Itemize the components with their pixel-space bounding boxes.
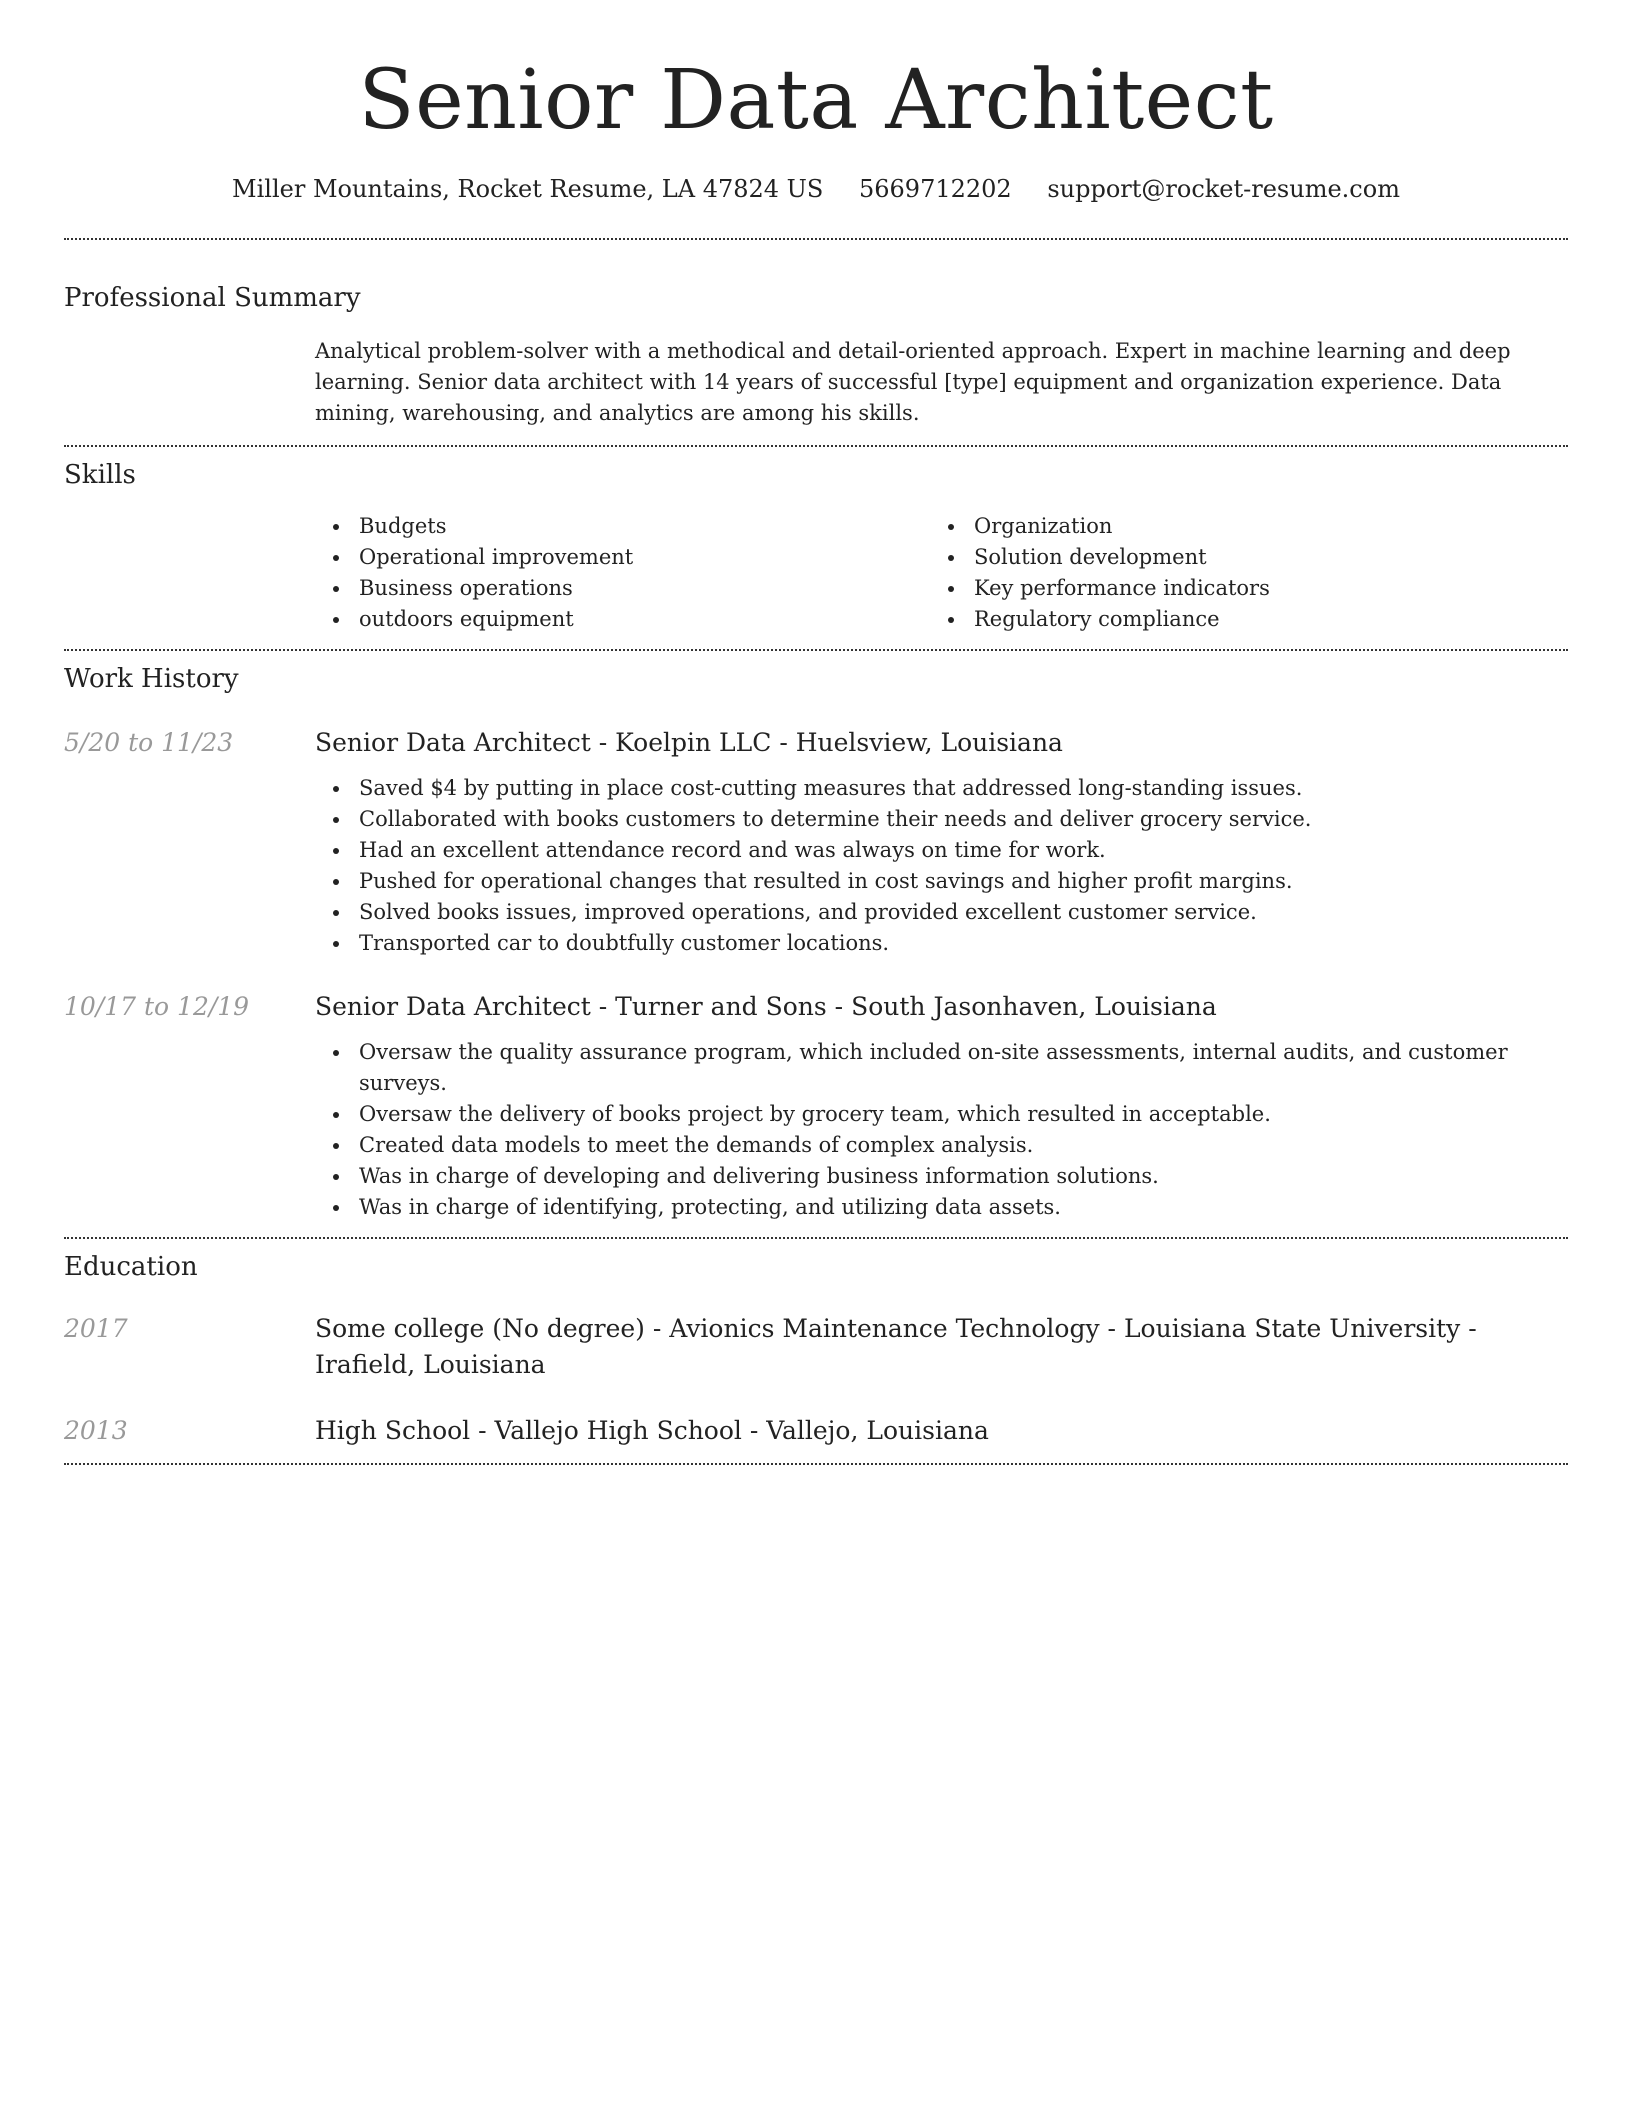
work-bullet: Was in charge of identifying, protecting, and utilizing data assets. [315,1192,1568,1223]
contact-line [64,172,1568,206]
section-title-summary: Professional Summary [64,283,361,313]
summary-text: Analytical problem-solver with a methodical and detail-oriented approach. Expert in machine learning and deep learning. Senior data architect with 14 years of successful [type] equipment and organization experience. Data mining, warehousing, and analytics are among his skills. [315,339,1511,425]
work-bullet: Created data models to meet the demands of complex analysis. [315,1130,1568,1161]
work-bullet: Oversaw the quality assurance program, which included on-site assessments, internal audits, and customer surveys. [315,1037,1568,1099]
work-bullet: Collaborated with books customers to determine their needs and deliver grocery service. [315,804,1568,835]
work-bullet: Was in charge of developing and delivering business information solutions. [315,1161,1568,1192]
education-details [315,1413,1568,1449]
work-bullet: Saved $4 by putting in place cost-cutting measures that addressed long-standing issues. [315,773,1568,804]
work-bullet: Had an excellent attendance record and was always on time for work. [315,835,1568,866]
skill-item: Business operations [315,573,930,604]
divider [64,649,1568,651]
education-date: 2013 [64,1416,128,1445]
skill-item: Operational improvement [315,542,930,573]
work-entry [64,989,1568,1237]
section-title-education: Education [64,1252,198,1282]
skill-item: Solution development [930,542,1545,573]
skill-item: Organization [930,511,1545,542]
education-entry [64,1311,1568,1383]
work-bullet: Pushed for operational changes that resulted in cost savings and higher profit margins. [315,866,1568,897]
work-date: 5/20 to 11/23 [64,728,234,757]
resume-name: Senior Data Architect [358,53,1274,148]
section-title-skills: Skills [64,460,136,490]
divider [64,1463,1568,1465]
skill-item: Regulatory compliance [930,604,1545,635]
education-date: 2017 [64,1314,128,1343]
divider [64,445,1568,447]
contact-email: support@rocket-resume.com [1047,175,1400,203]
work-heading: Senior Data Architect - Koelpin LLC - Huelsview, Louisiana [315,728,1063,757]
education-details [315,1311,1568,1383]
work-bullet: Transported car to doubtfully customer locations. [315,928,1568,959]
skills-column-right [930,511,1545,635]
skill-item: Budgets [315,511,930,542]
contact-phone: 5669712202 [858,175,1012,203]
skills-column-left [315,511,930,635]
divider [64,238,1568,240]
work-details [315,725,1568,959]
work-bullets [315,773,1568,959]
work-bullet: Solved books issues, improved operations, and provided excellent customer service. [315,897,1568,928]
section-title-work-history: Work History [64,664,239,694]
work-date: 10/17 to 12/19 [64,992,250,1021]
skill-item: outdoors equipment [315,604,930,635]
education-heading: Some college (No degree) - Avionics Maintenance Technology - Louisiana State University - Irafield, Louisiana [315,1314,1477,1379]
work-entry [64,725,1568,959]
education-heading: High School - Vallejo High School - Vallejo, Louisiana [315,1416,989,1445]
education-entry [64,1413,1568,1463]
work-details [315,989,1568,1223]
work-bullets [315,1037,1568,1223]
work-heading: Senior Data Architect - Turner and Sons - South Jasonhaven, Louisiana [315,992,1217,1021]
resume-page [64,0,1568,1465]
divider [64,1237,1568,1239]
contact-address: Miller Mountains, Rocket Resume, LA 47824 US [232,175,824,203]
skill-item: Key performance indicators [930,573,1545,604]
work-bullet: Oversaw the delivery of books project by grocery team, which resulted in acceptable. [315,1099,1568,1130]
skills-list [315,511,1568,649]
